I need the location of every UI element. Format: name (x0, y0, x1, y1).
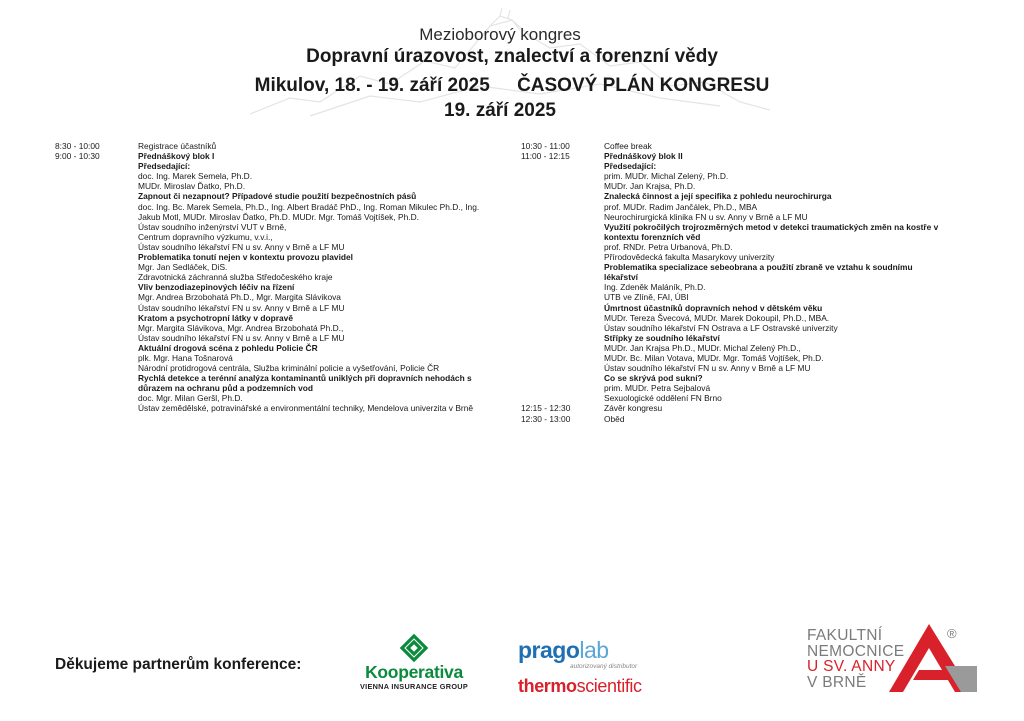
right-program-row (521, 414, 941, 424)
right-item-text: MUDr. Tereza Švecová, MUDr. Marek Dokoupil, Ph.D., MBA. (604, 312, 830, 323)
left-item-text: Mgr. Andrea Brzobohatá Ph.D., Mgr. Margita Slávikova (138, 292, 341, 303)
right-program-row (521, 181, 941, 191)
right-time (521, 262, 604, 282)
right-time (521, 282, 604, 292)
right-item-text: Neurochirurgická klinika FN u sv. Anny v Brně a LF MU (604, 211, 808, 222)
left-time (55, 282, 138, 292)
right-time (521, 222, 604, 242)
right-program-row (521, 303, 941, 313)
program-right-column (521, 141, 941, 424)
left-time (55, 161, 138, 171)
right-program-row (521, 333, 941, 343)
kooperativa-group: VIENNA INSURANCE GROUP (359, 682, 469, 691)
right-program-row (521, 222, 941, 242)
left-item-text: Mgr. Jan Sedláček, DiS. (138, 262, 228, 273)
pragolab-logo (518, 638, 658, 700)
right-item-text: Oběd (604, 413, 625, 424)
left-item-heading: Vliv benzodiazepinových léčiv na řízení (138, 282, 295, 293)
left-program-row (55, 393, 500, 403)
program-left-column (55, 141, 500, 414)
scientific-word: scientific (576, 676, 642, 696)
left-time (55, 363, 138, 373)
right-item-text: MUDr. Bc. Milan Votava, MUDr. Mgr. Tomáš Vojtíšek, Ph.D. (604, 352, 824, 363)
left-program-row (55, 252, 500, 262)
right-time: 12:15 - 12:30 (521, 403, 571, 414)
congress-title: Dopravní úrazovost, znalectví a forenzní vědy (306, 46, 718, 67)
right-time: 10:30 - 11:00 (521, 141, 570, 151)
left-item-text: Ústav zemědělské, potravinářské a environmentální techniky, Mendelova univerzita v Brně (138, 403, 474, 414)
left-item-heading: Kratom a psychotropní látky v dopravě (138, 312, 293, 323)
kooperativa-name: Kooperativa (365, 662, 463, 682)
left-time (55, 333, 138, 343)
left-item-text: Ústav soudního lékařství FN u sv. Anny v Brně a LF MU (138, 241, 345, 252)
left-program-row (55, 282, 500, 292)
right-program-row (521, 393, 941, 403)
left-time: 9:00 - 10:30 (55, 151, 100, 162)
left-time (55, 232, 138, 242)
left-program-row (55, 171, 500, 181)
left-program-row (55, 262, 500, 272)
right-item-heading: Úmrtnost účastníků dopravních nehod v dětském věku (604, 302, 823, 313)
congress-place-row (0, 73, 1024, 99)
right-program-row (521, 161, 941, 171)
pragolab-name (518, 638, 658, 662)
left-time (55, 171, 138, 181)
kooperativa-emblem-icon (397, 633, 431, 663)
right-time (521, 363, 604, 373)
right-time (521, 171, 604, 181)
right-time (521, 191, 604, 201)
right-program-row (521, 151, 941, 161)
right-time (521, 333, 604, 343)
right-item-text: MUDr. Jan Krajsa Ph.D., MUDr. Michal Zelený Ph.D., (604, 342, 801, 353)
left-program-row (55, 343, 500, 353)
left-time (55, 343, 138, 353)
left-time (55, 393, 138, 403)
right-program-row (521, 171, 941, 181)
right-item-text: prof. RNDr. Petra Urbanová, Ph.D. (604, 241, 733, 252)
right-time (521, 181, 604, 191)
fn-line-2: NEMOCNICE (807, 642, 905, 660)
left-time (55, 262, 138, 272)
left-program-row (55, 313, 500, 323)
right-time: 12:30 - 13:00 (521, 413, 571, 424)
right-program-row (521, 403, 941, 413)
left-time (55, 303, 138, 313)
right-program-row (521, 282, 941, 292)
left-time (55, 403, 138, 413)
left-item-heading: Přednáškový blok I (138, 151, 215, 162)
right-item-text: Závěr kongresu (604, 403, 663, 414)
left-program-row (55, 232, 500, 242)
left-program-row (55, 403, 500, 413)
right-program-row (521, 313, 941, 323)
right-program-row (521, 212, 941, 222)
right-time (521, 313, 604, 323)
right-program-row (521, 363, 941, 373)
left-item-text: Ústav soudního lékařství FN u sv. Anny v Brně a LF MU (138, 302, 345, 313)
left-program-row (55, 272, 500, 282)
left-program-row (55, 202, 500, 222)
right-item-text: UTB ve Zlíně, FAI, ÚBI (604, 292, 689, 303)
left-time (55, 181, 138, 191)
right-program-row (521, 141, 941, 151)
fn-registered-mark: ® (947, 626, 957, 641)
right-time (521, 353, 604, 363)
right-item-text: prim. MUDr. Michal Zelený, Ph.D. (604, 171, 729, 182)
fn-usa-triangle-icon (885, 622, 977, 698)
right-time (521, 393, 604, 403)
right-program-row (521, 252, 941, 262)
right-program-row (521, 202, 941, 212)
right-item-text: prim. MUDr. Petra Sejbalová (604, 383, 711, 394)
left-item-text: doc. Mgr. Milan Geršl, Ph.D. (138, 393, 243, 404)
left-item-text: Ústav soudního inženýrství VUT v Brně, (138, 221, 287, 232)
right-program-row (521, 343, 941, 353)
fn-line-1: FAKULTNÍ (807, 627, 883, 644)
left-item-text: Registrace účastníků (138, 141, 217, 151)
right-item-heading: Přednáškový blok II (604, 151, 683, 162)
left-program-row (55, 363, 500, 373)
right-item-text: MUDr. Jan Krajsa, Ph.D. (604, 181, 696, 192)
right-time (521, 252, 604, 262)
right-item-heading: Využití pokročilých trojrozměrných metod v detekci traumatických změn na kostře v kontextu forenzních věd (604, 221, 939, 242)
right-item-text: Sexuologické oddělení FN Brno (604, 393, 722, 404)
right-time (521, 292, 604, 302)
left-item-text: Zdravotnická záchranná služba Středočeského kraje (138, 272, 333, 283)
left-item-heading: Aktuální drogová scéna z pohledu Policie ČR (138, 342, 318, 353)
left-program-row (55, 242, 500, 252)
left-item-text: plk. Mgr. Hana Tošnarová (138, 352, 233, 363)
fn-line-4: V BRNĚ (807, 673, 867, 691)
left-program-row (55, 292, 500, 302)
right-time (521, 242, 604, 252)
left-item-text: Mgr. Margita Slávikova, Mgr. Andrea Brzobohatá Ph.D., (138, 322, 344, 333)
left-program-row (55, 141, 500, 151)
left-time (55, 252, 138, 262)
left-item-text: MUDr. Miroslav Ďatko, Ph.D. (138, 181, 246, 192)
right-program-row (521, 262, 941, 282)
right-program-row (521, 191, 941, 201)
right-program-row (521, 383, 941, 393)
left-time (55, 272, 138, 282)
right-item-text: Ústav soudního lékařství FN Ostrava a LF Ostravské univerzity (604, 322, 838, 333)
left-program-row (55, 222, 500, 232)
schedule-heading: ČASOVÝ PLÁN KONGRESU (517, 75, 770, 96)
right-time (521, 323, 604, 333)
right-item-text: Ústav soudního lékařství FN u sv. Anny v Brně a LF MU (604, 363, 811, 374)
left-item-heading: Předsedající: (138, 161, 191, 172)
left-item-text: Národní protidrogová centrála, Služba kriminální policie a vyšetřování, Policie ČR (138, 363, 440, 374)
right-time: 11:00 - 12:15 (521, 151, 570, 162)
right-time (521, 343, 604, 353)
right-item-text: prof. MUDr. Radim Jančálek, Ph.D., MBA (604, 201, 758, 212)
left-program-row (55, 323, 500, 333)
right-item-text: Coffee break (604, 141, 652, 151)
left-time (55, 292, 138, 302)
pragolab-lab: lab (579, 637, 609, 663)
thermo-word: thermo (518, 676, 577, 696)
right-time (521, 373, 604, 383)
right-time (521, 303, 604, 313)
pragolab-tagline: autorizovaný distributor (570, 663, 638, 670)
pragolab-prago: prago (518, 637, 580, 663)
right-time (521, 161, 604, 171)
right-time (521, 202, 604, 212)
left-item-text: doc. Ing. Marek Semela, Ph.D. (138, 171, 253, 182)
right-item-text: Přírodovědecká fakulta Masarykovy univerzity (604, 252, 775, 263)
right-item-heading: Střípky ze soudního lékařství (604, 332, 720, 343)
right-program-row (521, 292, 941, 302)
right-program-row (521, 373, 941, 383)
left-program-row (55, 191, 500, 201)
kooperativa-logo (355, 633, 473, 701)
left-time (55, 353, 138, 363)
left-time (55, 323, 138, 333)
partners-thanks: Děkujeme partnerům konference: (55, 656, 302, 673)
left-item-heading: Rychlá detekce a terénní analýza kontaminantů uniklých při dopravních nehodách s důrazem na ochranu půd a podzemních vod (138, 373, 472, 394)
left-program-row (55, 161, 500, 171)
left-item-text: doc. Ing. Bc. Marek Semela, Ph.D., Ing. Albert Bradáč PhD., Ing. Roman Mikulec Ph.D., Ing. Jakub Motl, MUDr. Miroslav Ďatko, Ph.D. MUDr. Mgr. Tomáš Vojtíšek, Ph.D. (138, 201, 480, 222)
left-time (55, 222, 138, 232)
left-item-text: Centrum dopravního výzkumu, v.v.i., (138, 231, 273, 242)
fn-usa-logo (801, 622, 981, 698)
left-program-row (55, 151, 500, 161)
place-date: Mikulov, 18. - 19. září 2025 (254, 75, 490, 96)
right-program-row (521, 323, 941, 333)
day-heading: 19. září 2025 (444, 100, 556, 121)
left-time (55, 313, 138, 323)
left-program-row (55, 353, 500, 363)
left-program-row (55, 333, 500, 343)
left-program-row (55, 181, 500, 191)
left-item-heading: Problematika tonutí nejen v kontextu provozu plavidel (138, 252, 353, 263)
right-program-row (521, 353, 941, 363)
left-time (55, 191, 138, 201)
right-item-text: Ing. Zdeněk Maláník, Ph.D. (604, 282, 706, 293)
header (0, 24, 1024, 123)
right-item-heading: Předsedající: (604, 161, 657, 172)
left-item-heading: Zapnout či nezapnout? Případové studie použití bezpečnostních pásů (138, 191, 417, 202)
left-time (55, 202, 138, 222)
right-item-heading: Problematika specializace sebeobrana a použití zbraně ve vztahu k soudnímu lékařství (604, 262, 913, 283)
left-program-row (55, 303, 500, 313)
right-time (521, 383, 604, 393)
thermoscientific-logo (518, 675, 658, 697)
right-item-heading: Znalecká činnost a její specifika z pohledu neurochirurga (604, 191, 832, 202)
left-item-text: Ústav soudního lékařství FN u sv. Anny v Brně a LF MU (138, 332, 345, 343)
left-time: 8:30 - 10:00 (55, 141, 100, 151)
left-program-row (55, 373, 500, 393)
right-item-heading: Co se skrývá pod sukní? (604, 373, 703, 384)
right-program-row (521, 242, 941, 252)
fn-line-3: U SV. ANNY (807, 658, 896, 675)
left-time (55, 373, 138, 393)
right-time (521, 212, 604, 222)
congress-type: Mezioborový kongres (419, 25, 581, 44)
left-time (55, 242, 138, 252)
